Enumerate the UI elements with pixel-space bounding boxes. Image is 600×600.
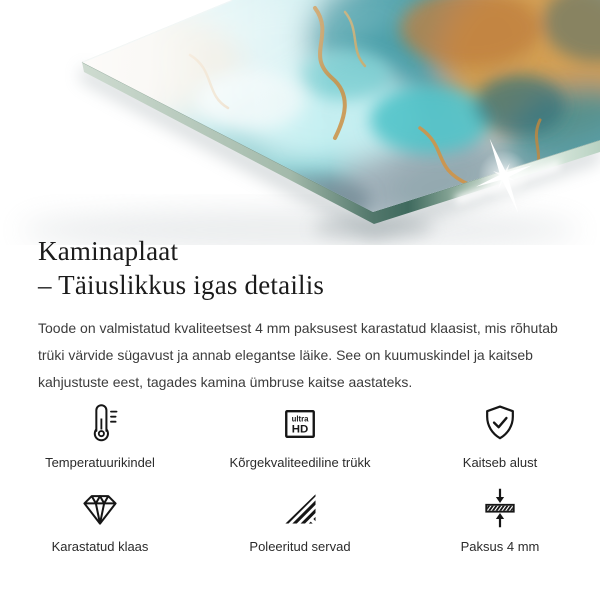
shield-check-icon	[478, 402, 522, 446]
svg-text:HD: HD	[291, 423, 309, 436]
thickness-icon	[478, 486, 522, 530]
page-title	[38, 234, 566, 302]
feature-tempered-glass	[0, 486, 200, 554]
diamond-icon	[78, 486, 122, 530]
feature-thickness	[400, 486, 600, 554]
feature-protects-base	[400, 402, 600, 470]
feature-label: Temperatuurikindel	[45, 455, 155, 470]
product-image	[0, 0, 600, 245]
feature-label: Karastatud klaas	[51, 539, 149, 554]
page-title-line2: – Täiuslikkus igas detailis	[38, 270, 325, 300]
ultra-hd-icon	[278, 402, 322, 446]
polished-edges-icon	[278, 486, 322, 530]
feature-label: Kõrgekvaliteediline trükk	[229, 455, 371, 470]
marble-artwork	[0, 0, 600, 245]
feature-label: Poleeritud servad	[249, 539, 351, 554]
product-description: Toode on valmistatud kvaliteetsest 4 mm paksusest karastatud klaasist, mis rõhutab trüki värvide sügavust ja annab elegantse läike. See on kuumuskindel ja kaitseb kahjustuste eest, tagades kamina ümbruse kaitse aastateks.	[38, 320, 558, 390]
features-grid	[0, 402, 600, 554]
page-title-line1: Kaminaplaat	[38, 236, 179, 266]
feature-ultra-hd-print	[200, 402, 400, 470]
svg-text:ultra: ultra	[291, 414, 309, 424]
feature-label: Kaitseb alust	[462, 455, 538, 470]
product-info-section	[38, 234, 566, 396]
feature-label: Paksus 4 mm	[460, 539, 540, 554]
feature-polished-edges	[200, 486, 400, 554]
feature-temperature-resistant	[0, 402, 200, 470]
thermometer-icon	[78, 402, 122, 446]
